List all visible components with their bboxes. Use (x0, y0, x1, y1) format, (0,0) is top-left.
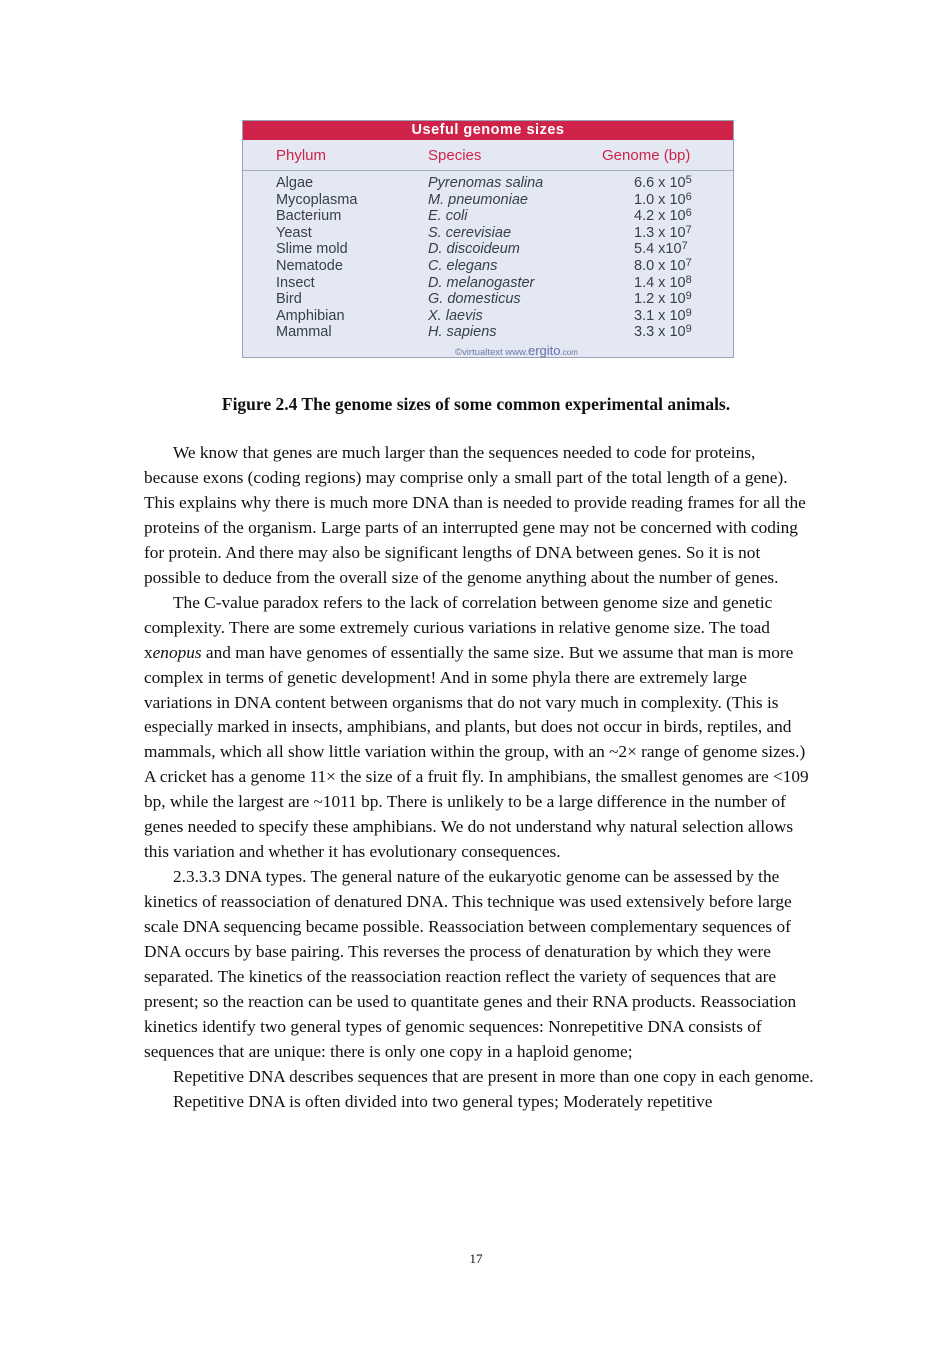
genome-sizes-figure (242, 120, 734, 358)
genome-cell: 1.3 x $10^7$ (634, 223, 692, 241)
species-cell: S. cerevisiae (428, 224, 512, 241)
table-row (243, 241, 733, 258)
figure-caption: Figure 2.4 The genome sizes of some common experimental animals. (221, 394, 731, 414)
paragraph: The C-value paradox refers to the lack of correlation between genome size and genetic complexity. There are some extremely curious variations in relative genome size. The toad xenopus and man have genomes of essentially the same size. But we assume that man is more complex in terms of genetic development! And in some phyla there are extremely large variations in DNA content between organisms that do not vary much in complexity. (This is especially marked in insects, amphibians, and plants, but does not occur in birds, reptiles, and mammals, which all show little variation within the group, with an ~2× range of genome sizes.) A cricket has a genome 11× the size of a fruit fly. In amphibians, the smallest genomes are <109 bp, while the largest are ~1011 bp. There is unlikely to be a large difference in the number of genes needed to specify these amphibians. We do not understand why natural selection allows this variation and whether it has evolutionary consequences. (144, 592, 809, 862)
header-species: Species (428, 147, 482, 164)
table-body (243, 171, 733, 341)
species-cell: G. domesticus (428, 291, 521, 308)
figure-title: Useful genome sizes (243, 121, 733, 140)
phylum-cell: Bird (276, 291, 302, 308)
genome-cell: 1.0 x $10^6$ (634, 190, 692, 208)
genome-cell: 3.3 x $10^9$ (634, 323, 692, 341)
body-text (144, 441, 814, 1115)
genome-cell: 1.4 x $10^8$ (634, 273, 692, 291)
figure-credit: ©virtualtext www.ergito.com (455, 343, 578, 358)
phylum-cell: Algae (276, 175, 314, 191)
species-cell: C. elegans (428, 257, 498, 274)
paragraph: Repetitive DNA describes sequences that are present in more than one copy in each genome. (173, 1066, 814, 1086)
genome-cell: 1.2 x $10^9$ (634, 290, 692, 308)
phylum-cell: Nematode (276, 257, 343, 274)
phylum-cell: Slime mold (276, 241, 348, 258)
table-row (243, 175, 733, 192)
phylum-cell: Amphibian (276, 307, 345, 324)
table-row (243, 308, 733, 325)
header-phylum: Phylum (276, 147, 327, 164)
table-row (243, 275, 733, 292)
table-row (243, 192, 733, 209)
genome-cell: 6.6 x $10^5$ (634, 174, 692, 191)
genome-cell: 3.1 x $10^9$ (634, 306, 692, 324)
genome-cell: 8.0 x $10^7$ (634, 256, 692, 274)
table-row (243, 258, 733, 275)
species-cell: Pyrenomas salina (428, 175, 544, 191)
table-row (243, 291, 733, 308)
phylum-cell: Yeast (276, 224, 312, 241)
phylum-cell: Insect (276, 274, 315, 291)
species-cell: D. melanogaster (428, 274, 535, 291)
table-row (243, 324, 733, 341)
species-cell: H. sapiens (428, 324, 497, 341)
paragraph: We know that genes are much larger than the sequences needed to code for proteins, because exons (coding regions) may comprise only a small part of the total length of a gene). This explains why there is much more DNA than is needed to provide reading frames for all the proteins of the organism. Large parts of an interrupted gene may not be concerned with coding for protein. And there may also be significant lengths of DNA between genes. So it is not possible to deduce from the overall size of the genome anything about the number of genes. (144, 443, 806, 587)
phylum-cell: Mycoplasma (276, 191, 358, 208)
paragraph: 2.3.3.3 DNA types. The general nature of the eukaryotic genome can be assessed by the kinetics of reassociation of denatured DNA. This technique was used extensively before large scale DNA sequencing became possible. Reassociation between complementary sequences of DNA occurs by base pairing. This reverses the process of denaturation by which they were separated. The kinetics of the reassociation reaction reflect the variety of sequences that are present; so the reaction can be used to quantitate genes and their RNA products. Reassociation kinetics identify two general types of genomic sequences: Nonrepetitive DNA consists of sequences that are unique: there is only one copy in a haploid genome; (144, 867, 797, 1061)
species-cell: E. coli (428, 208, 468, 225)
page-number: 17 (469, 1251, 483, 1266)
header-genome: Genome (bp) (602, 147, 691, 164)
phylum-cell: Mammal (276, 324, 332, 341)
paragraph: Repetitive DNA is often divided into two general types; Moderately repetitive (173, 1091, 713, 1111)
species-cell: D. discoideum (428, 241, 520, 258)
table-row (243, 225, 733, 242)
credit-brand: ergito (528, 343, 561, 358)
phylum-cell: Bacterium (276, 208, 342, 225)
species-cell: M. pneumoniae (428, 191, 528, 208)
species-cell: X. laevis (428, 307, 483, 324)
genome-cell: 5.4 $x10^7$ (634, 240, 688, 258)
table-row (243, 208, 733, 225)
genome-cell: 4.2 x $10^6$ (634, 207, 692, 225)
table-header (243, 140, 733, 171)
